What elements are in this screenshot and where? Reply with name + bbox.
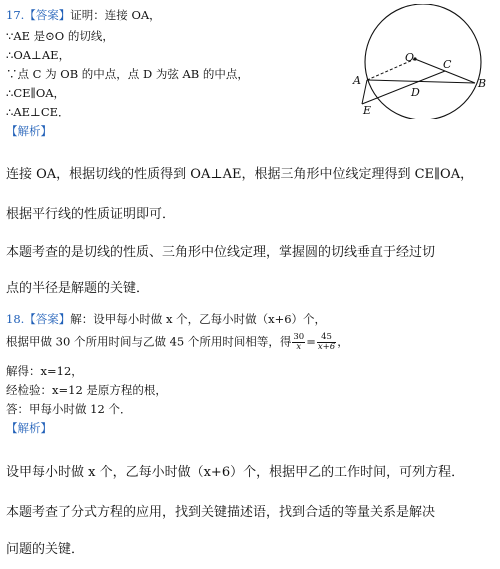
label-o: O bbox=[405, 51, 415, 64]
fraction-left-numerator: 30 bbox=[293, 332, 305, 342]
segment-ec bbox=[362, 71, 445, 104]
q18-analysis-tag: 【解析】 bbox=[6, 421, 52, 435]
q18-answer-line-1 bbox=[6, 312, 326, 327]
tangent-ae bbox=[362, 80, 367, 104]
fraction-right bbox=[317, 333, 336, 352]
q18-analysis-paragraph-1: 设甲每小时做 x 个，乙每小时做（x+6）个，根据甲乙的工作时间，可列方程． bbox=[6, 465, 465, 480]
label-b: B bbox=[478, 77, 487, 90]
fraction-left bbox=[292, 333, 305, 352]
q17-line-4: ∴CE∥OA， bbox=[6, 86, 66, 100]
q17-answer-tag: 【答案】 bbox=[24, 8, 71, 22]
q18-analysis-paragraph-2: 本题考查了分式方程的应用，找到关键描述语，找到合适的等量关系是解决 bbox=[6, 505, 436, 520]
q18-line-4: 经检验：x=12 是原方程的根， bbox=[6, 383, 167, 397]
q18-line-2-suffix: ， bbox=[337, 334, 349, 349]
label-d: D bbox=[411, 86, 420, 99]
circle-outline bbox=[365, 4, 481, 119]
label-a: A bbox=[353, 74, 361, 87]
q17-analysis-paragraph-4: 点的半径是解题的关键． bbox=[6, 281, 150, 296]
q18-line-2-prefix: 根据甲做 30 个所用时间与乙做 45 个所用时间相等，得 bbox=[6, 334, 292, 349]
label-e: E bbox=[363, 104, 372, 117]
q18-number: 18. bbox=[6, 312, 25, 326]
q17-analysis-paragraph-1: 连接 OA，根据切线的性质得到 OA⊥AE，根据三角形中位线定理得到 CE∥OA， bbox=[6, 167, 474, 182]
q18-line-3: 解得：x=12， bbox=[6, 364, 83, 378]
q18-equation-line bbox=[6, 333, 349, 352]
q17-line-1: ∵AE 是⊙O 的切线， bbox=[6, 29, 114, 43]
q18-analysis-paragraph-3: 问题的关键． bbox=[6, 542, 85, 557]
q17-analysis-tag: 【解析】 bbox=[6, 124, 52, 138]
q18-line-1: 解：设甲每小时做 x 个，乙每小时做（x+6）个， bbox=[70, 312, 327, 326]
q17-analysis-paragraph-3: 本题考查的是切线的性质、三角形中位线定理，掌握圆的切线垂直于经过切 bbox=[6, 245, 436, 260]
q17-answer-line-1 bbox=[6, 8, 161, 23]
fraction-right-denominator: x+6 bbox=[317, 342, 336, 352]
q17-number: 17. bbox=[6, 8, 25, 22]
q18-line-5: 答：甲每小时做 12 个． bbox=[6, 402, 132, 416]
q17-line-3: ∵点 C 为 OB 的中点，点 D 为弦 AB 的中点， bbox=[6, 67, 249, 81]
fraction-left-denominator: x bbox=[296, 342, 302, 352]
circle-tangent-figure bbox=[345, 4, 495, 119]
q17-line-0: 证明：连接 OA， bbox=[70, 8, 161, 22]
label-c: C bbox=[443, 58, 452, 71]
equals-sign: = bbox=[306, 334, 316, 349]
q17-analysis-paragraph-2: 根据平行线的性质证明即可． bbox=[6, 207, 176, 222]
q17-line-2: ∴OA⊥AE， bbox=[6, 48, 71, 62]
q17-line-5: ∴AE⊥CE． bbox=[6, 105, 70, 119]
q18-answer-tag: 【答案】 bbox=[24, 312, 71, 326]
fraction-right-numerator: 45 bbox=[317, 333, 336, 343]
